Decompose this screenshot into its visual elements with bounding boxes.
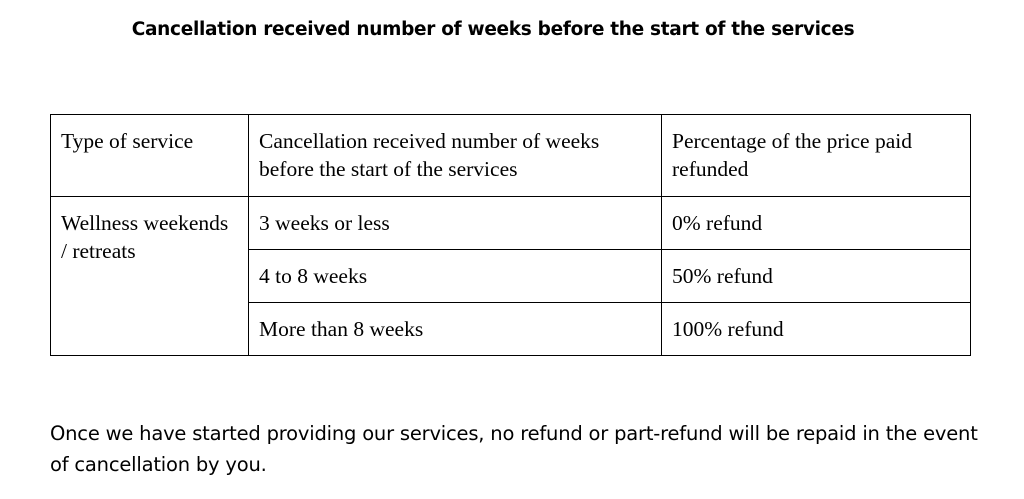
weeks-cell: 4 to 8 weeks: [249, 250, 662, 303]
refund-cell: 100% refund: [662, 303, 971, 356]
header-refund-percentage: Percentage of the price paid refunded: [662, 115, 971, 197]
table-header-row: [51, 115, 971, 197]
service-type-cell: Wellness weekends / retreats: [51, 197, 249, 356]
footer-paragraph: Once we have started providing our services, no refund or part-refund will be repaid in the event of cancellation by you.: [50, 422, 978, 476]
header-type-of-service: Type of service: [51, 115, 249, 197]
refund-cell: 0% refund: [662, 197, 971, 250]
header-cancellation-weeks: Cancellation received number of weeks before the start of the services: [249, 115, 662, 197]
page-heading: Cancellation received number of weeks before the start of the services: [131, 19, 855, 40]
weeks-cell: More than 8 weeks: [249, 303, 662, 356]
refund-cell: 50% refund: [662, 250, 971, 303]
weeks-cell: 3 weeks or less: [249, 197, 662, 250]
table-row: [51, 197, 971, 250]
cancellation-policy-table: [50, 114, 971, 356]
